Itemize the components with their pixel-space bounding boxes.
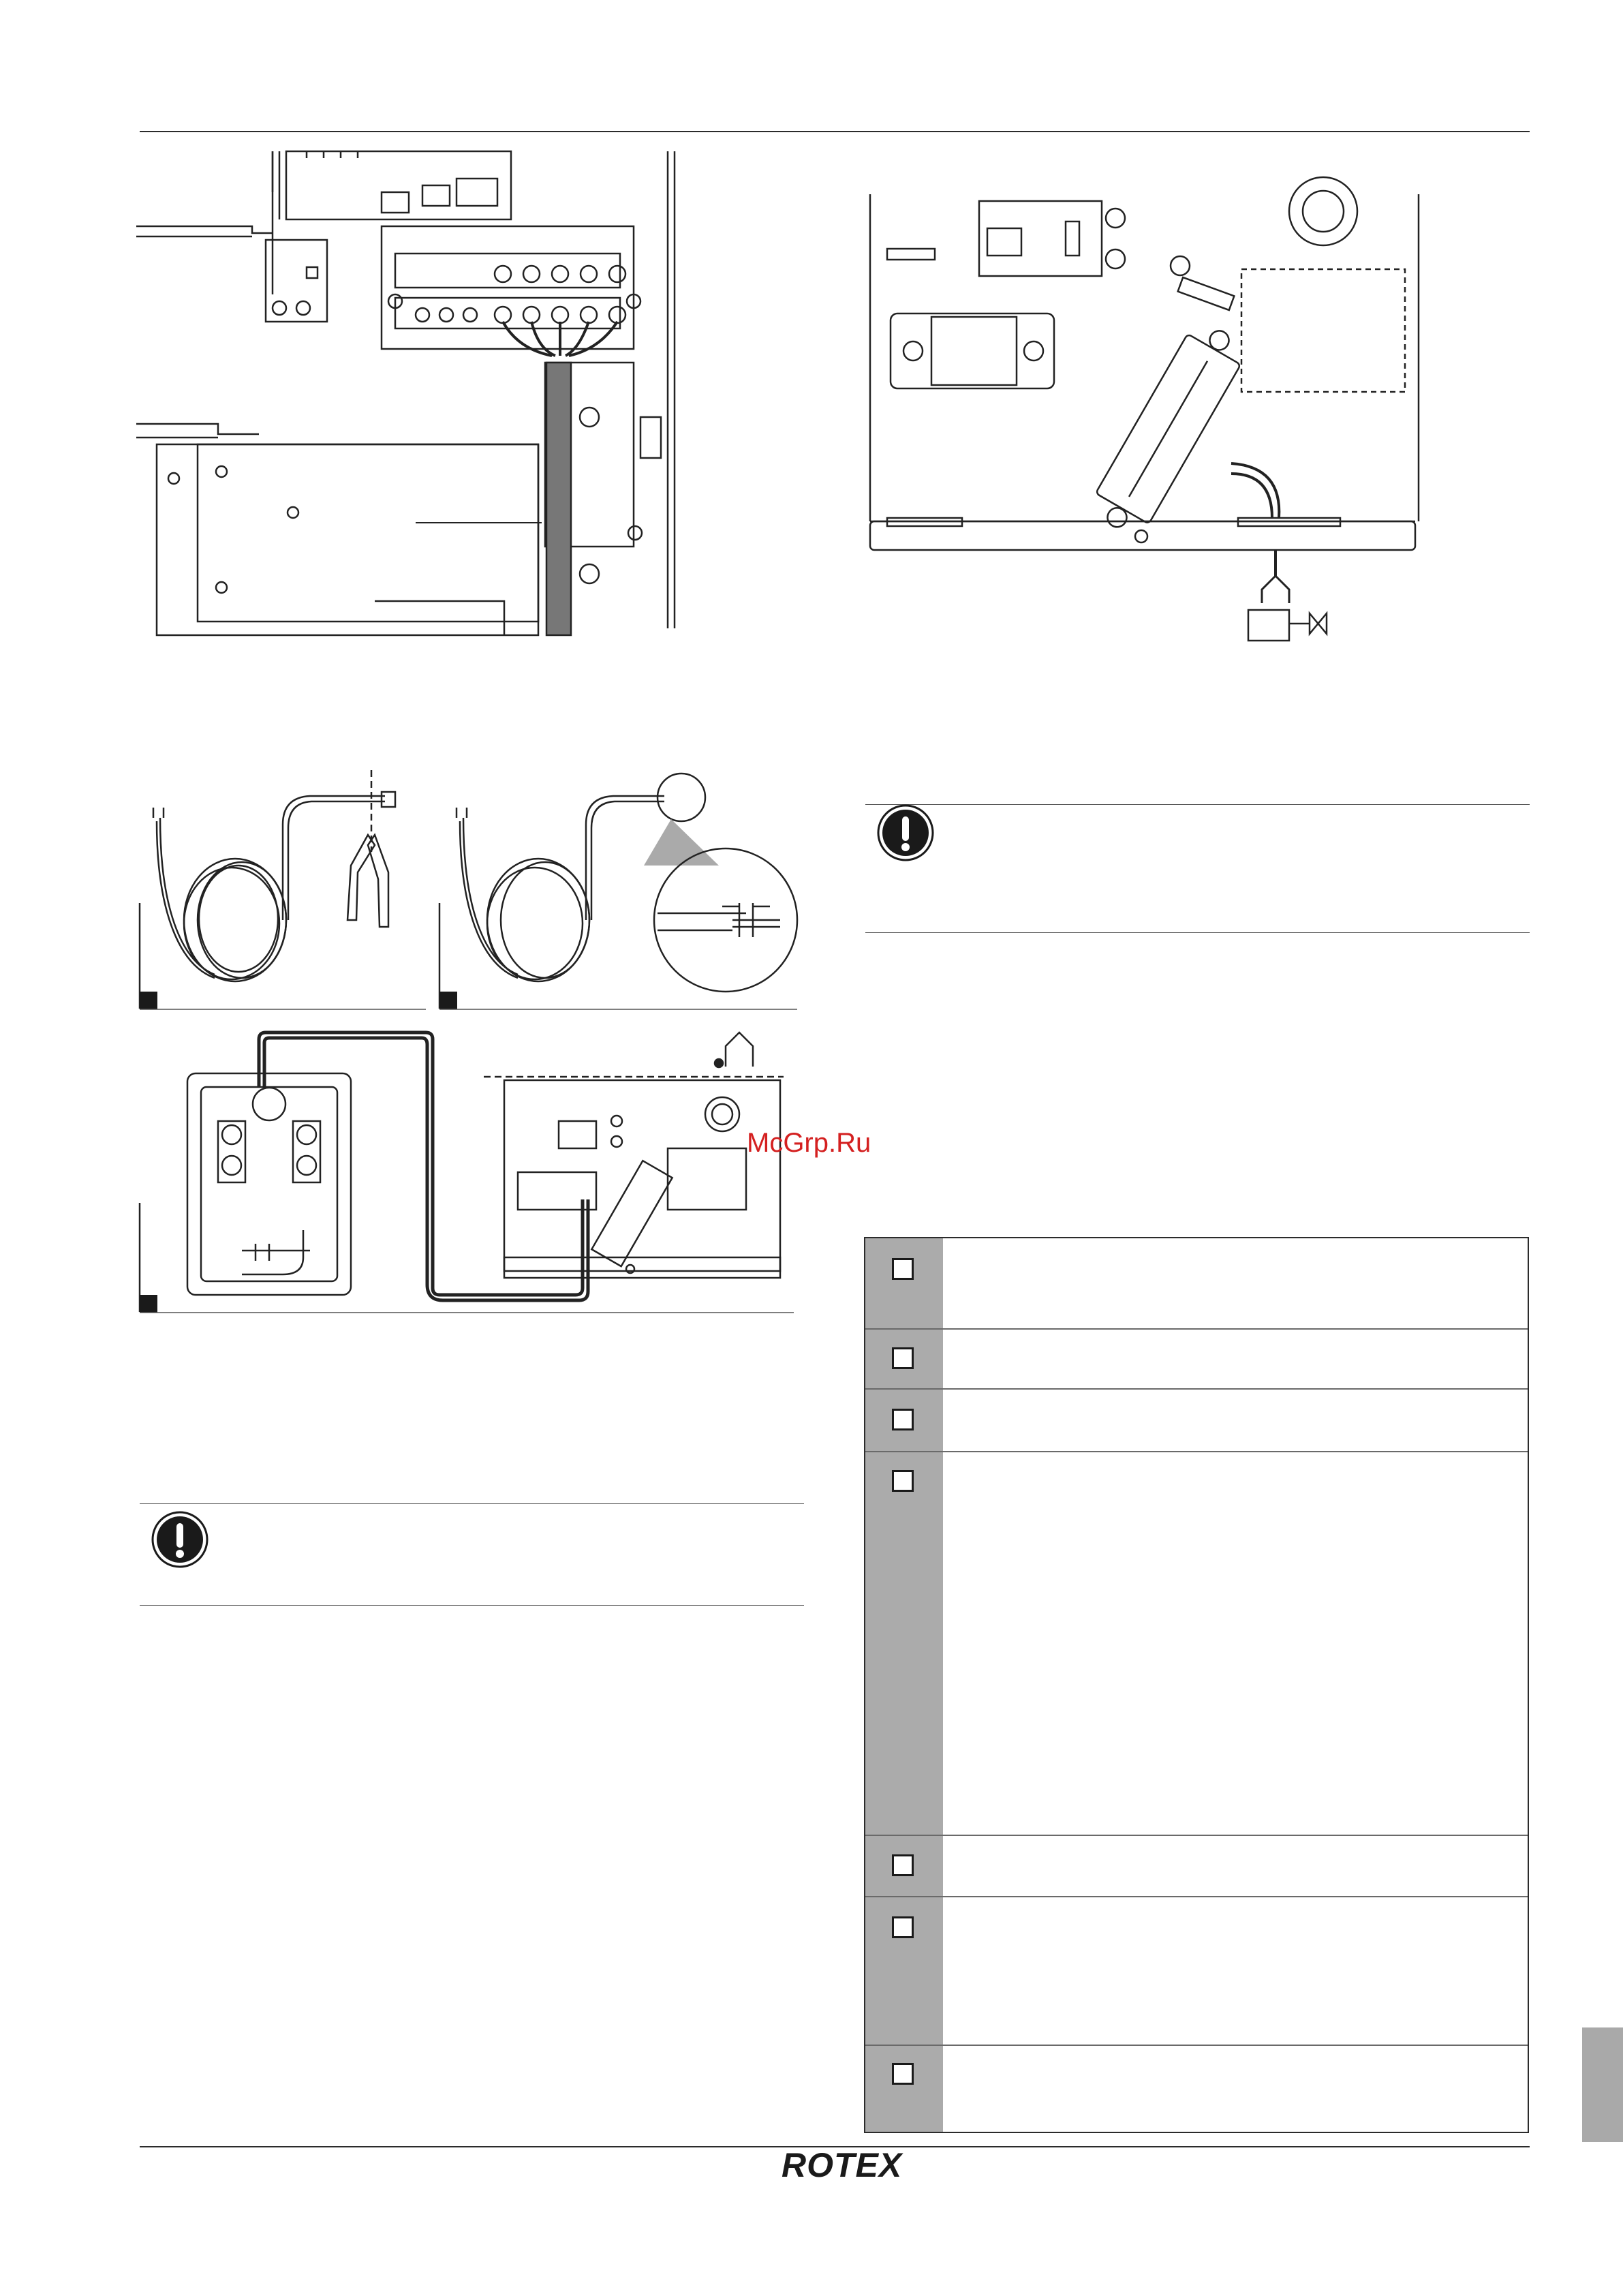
checkbox-icon[interactable] — [892, 1258, 914, 1280]
exclamation-icon — [150, 1510, 210, 1570]
right-warning-bottom-rule — [865, 932, 1530, 933]
top-rule — [140, 131, 1530, 132]
checkbox-icon[interactable] — [892, 1470, 914, 1492]
thermostat-wiring-diagram — [140, 1026, 794, 1315]
right-warning-top-rule — [865, 804, 1530, 805]
checklist-column — [865, 1238, 943, 2132]
checkbox-icon[interactable] — [892, 1409, 914, 1430]
watermark: McGrp.Ru — [747, 1128, 871, 1158]
table-row — [865, 1328, 1528, 1330]
cable-stripping-diagram — [439, 770, 797, 1015]
table-row — [865, 1451, 1528, 1452]
checklist-table — [864, 1237, 1529, 2133]
left-warning-top-rule — [140, 1503, 804, 1504]
table-row — [865, 1388, 1528, 1390]
cable-cutting-diagram — [140, 770, 426, 1015]
valve-terminal-diagram — [860, 194, 1425, 658]
table-row — [865, 2045, 1528, 2046]
rotex-logo: ROTEX — [782, 2146, 903, 2184]
checkbox-icon[interactable] — [892, 1916, 914, 1938]
table-row — [865, 1835, 1528, 1836]
table-row — [865, 1896, 1528, 1897]
side-tab — [1582, 2027, 1623, 2142]
checkbox-icon[interactable] — [892, 1854, 914, 1876]
left-warning-bottom-rule — [140, 1605, 804, 1606]
checkbox-icon[interactable] — [892, 2063, 914, 2085]
exclamation-icon — [876, 803, 936, 863]
checkbox-icon[interactable] — [892, 1347, 914, 1369]
cable-entry-terminal-diagram — [136, 151, 702, 635]
